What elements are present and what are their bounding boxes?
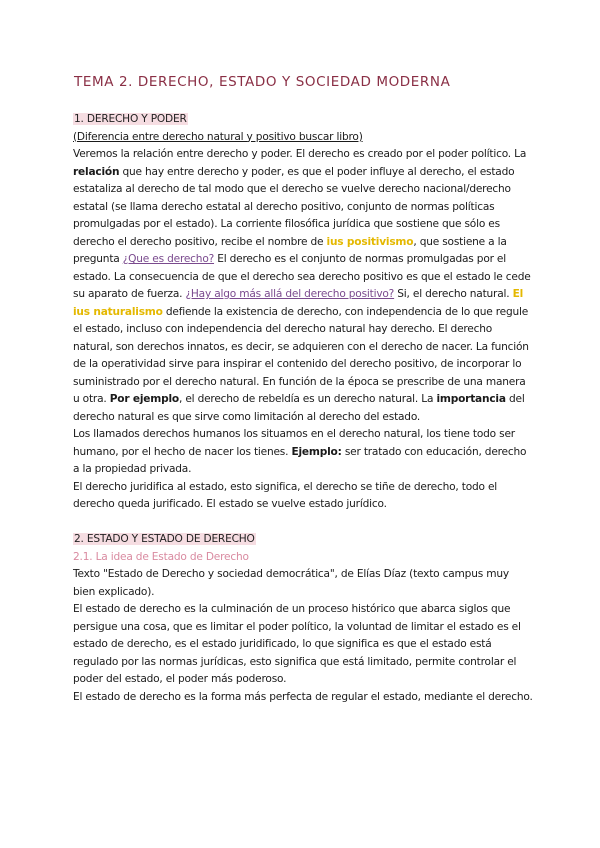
bold-term: Ejemplo: [291, 445, 342, 458]
section-heading-estado-de-derecho: 2. ESTADO Y ESTADO DE DERECHO [74, 533, 255, 545]
paragraph: Texto "Estado de Derecho y sociedad democrática", de Elías Díaz (texto campus muy bien explicado). [73, 568, 509, 598]
subsection-heading: 2.1. La idea de Estado de Derecho [73, 550, 249, 563]
paragraph: Veremos la relación entre derecho y poder. El derecho es creado por el poder político. La relación que hay entre derecho y poder, es que el poder influye al derecho, el estado estataliza al derecho de tal modo que el derecho se vuelve derecho nacional/derecho estatal (se llama derecho estatal al derecho positivo, conjunto de normas políticas promulgadas por el estado). La corriente filosófica jurídica que sostiene que sólo es derecho el derecho positivo, recibe el nombre de ius positivismo, que sostiene a la pregunta ¿Que es derecho? El derecho es el conjunto de normas promulgadas por el estado. La consecuencia de que el derecho sea derecho positivo es que el estado le cede su aparato de fuerza. ¿Hay algo más allá del derecho positivo? Si, el derecho natural. El ius naturalismo defiende la existencia de derecho, con independencia de lo que regule el estado, incluso con independencia del derecho natural hay derecho. El derecho natural, son derechos innatos, es decir, se adquieren con el derecho de nacer. La función de la operatividad sirve para inspirar el contenido del derecho positivo, de incorporar lo suministrado por el derecho natural. En función de la época se prescribe de una manera u otra. Por ejemplo, el derecho de rebeldía es un derecho natural. La importancia del derecho natural es que sirve como limitación al derecho del estado. [73, 148, 531, 423]
paragraph: El estado de derecho es la forma más perfecta de regular el estado, mediante el derecho. [73, 690, 533, 703]
bold-term: Por ejemplo [109, 393, 179, 405]
paragraph: Los llamados derechos humanos los situamos en el derecho natural, los tiene todo ser humano, por el hecho de nacer los tienes. Ejemplo: ser tratado con educación, derecho a la propiedad privada. [73, 428, 527, 475]
page-title: TEMA 2. DERECHO, ESTADO Y SOCIEDAD MODERNA [74, 74, 451, 90]
section-heading-derecho-y-poder: 1. DERECHO Y PODER [74, 113, 187, 125]
link-mas-alla-derecho-positivo[interactable]: ¿Hay algo más allá del derecho positivo? [185, 288, 395, 300]
highlight-ius-naturalismo: El ius naturalismo [73, 288, 524, 318]
bold-term: importancia [436, 393, 506, 405]
highlight-ius-positivismo: ius positivismo [326, 235, 414, 248]
document-body [73, 111, 533, 706]
spacer [73, 514, 533, 532]
bold-term: relación [73, 165, 120, 178]
paragraph: El derecho juridifica al estado, esto significa, el derecho se tiñe de derecho, todo el derecho queda jurificado. El estado se vuelve estado jurídico. [73, 480, 498, 510]
link-que-es-derecho[interactable]: ¿Que es derecho? [122, 253, 215, 265]
paragraph: El estado de derecho es la culminación de un proceso histórico que abarca siglos que persigue una cosa, que es limitar el poder político, la voluntad de limitar el estado es el estado de derecho, es el estado juridificado, lo que significa es que el estado está regulado por las normas jurídicas, esto significa que está limitado, permite controlar el poder del estado, el poder más poderoso. [73, 603, 521, 685]
section-subheading: (Diferencia entre derecho natural y positivo buscar libro) [73, 130, 363, 143]
